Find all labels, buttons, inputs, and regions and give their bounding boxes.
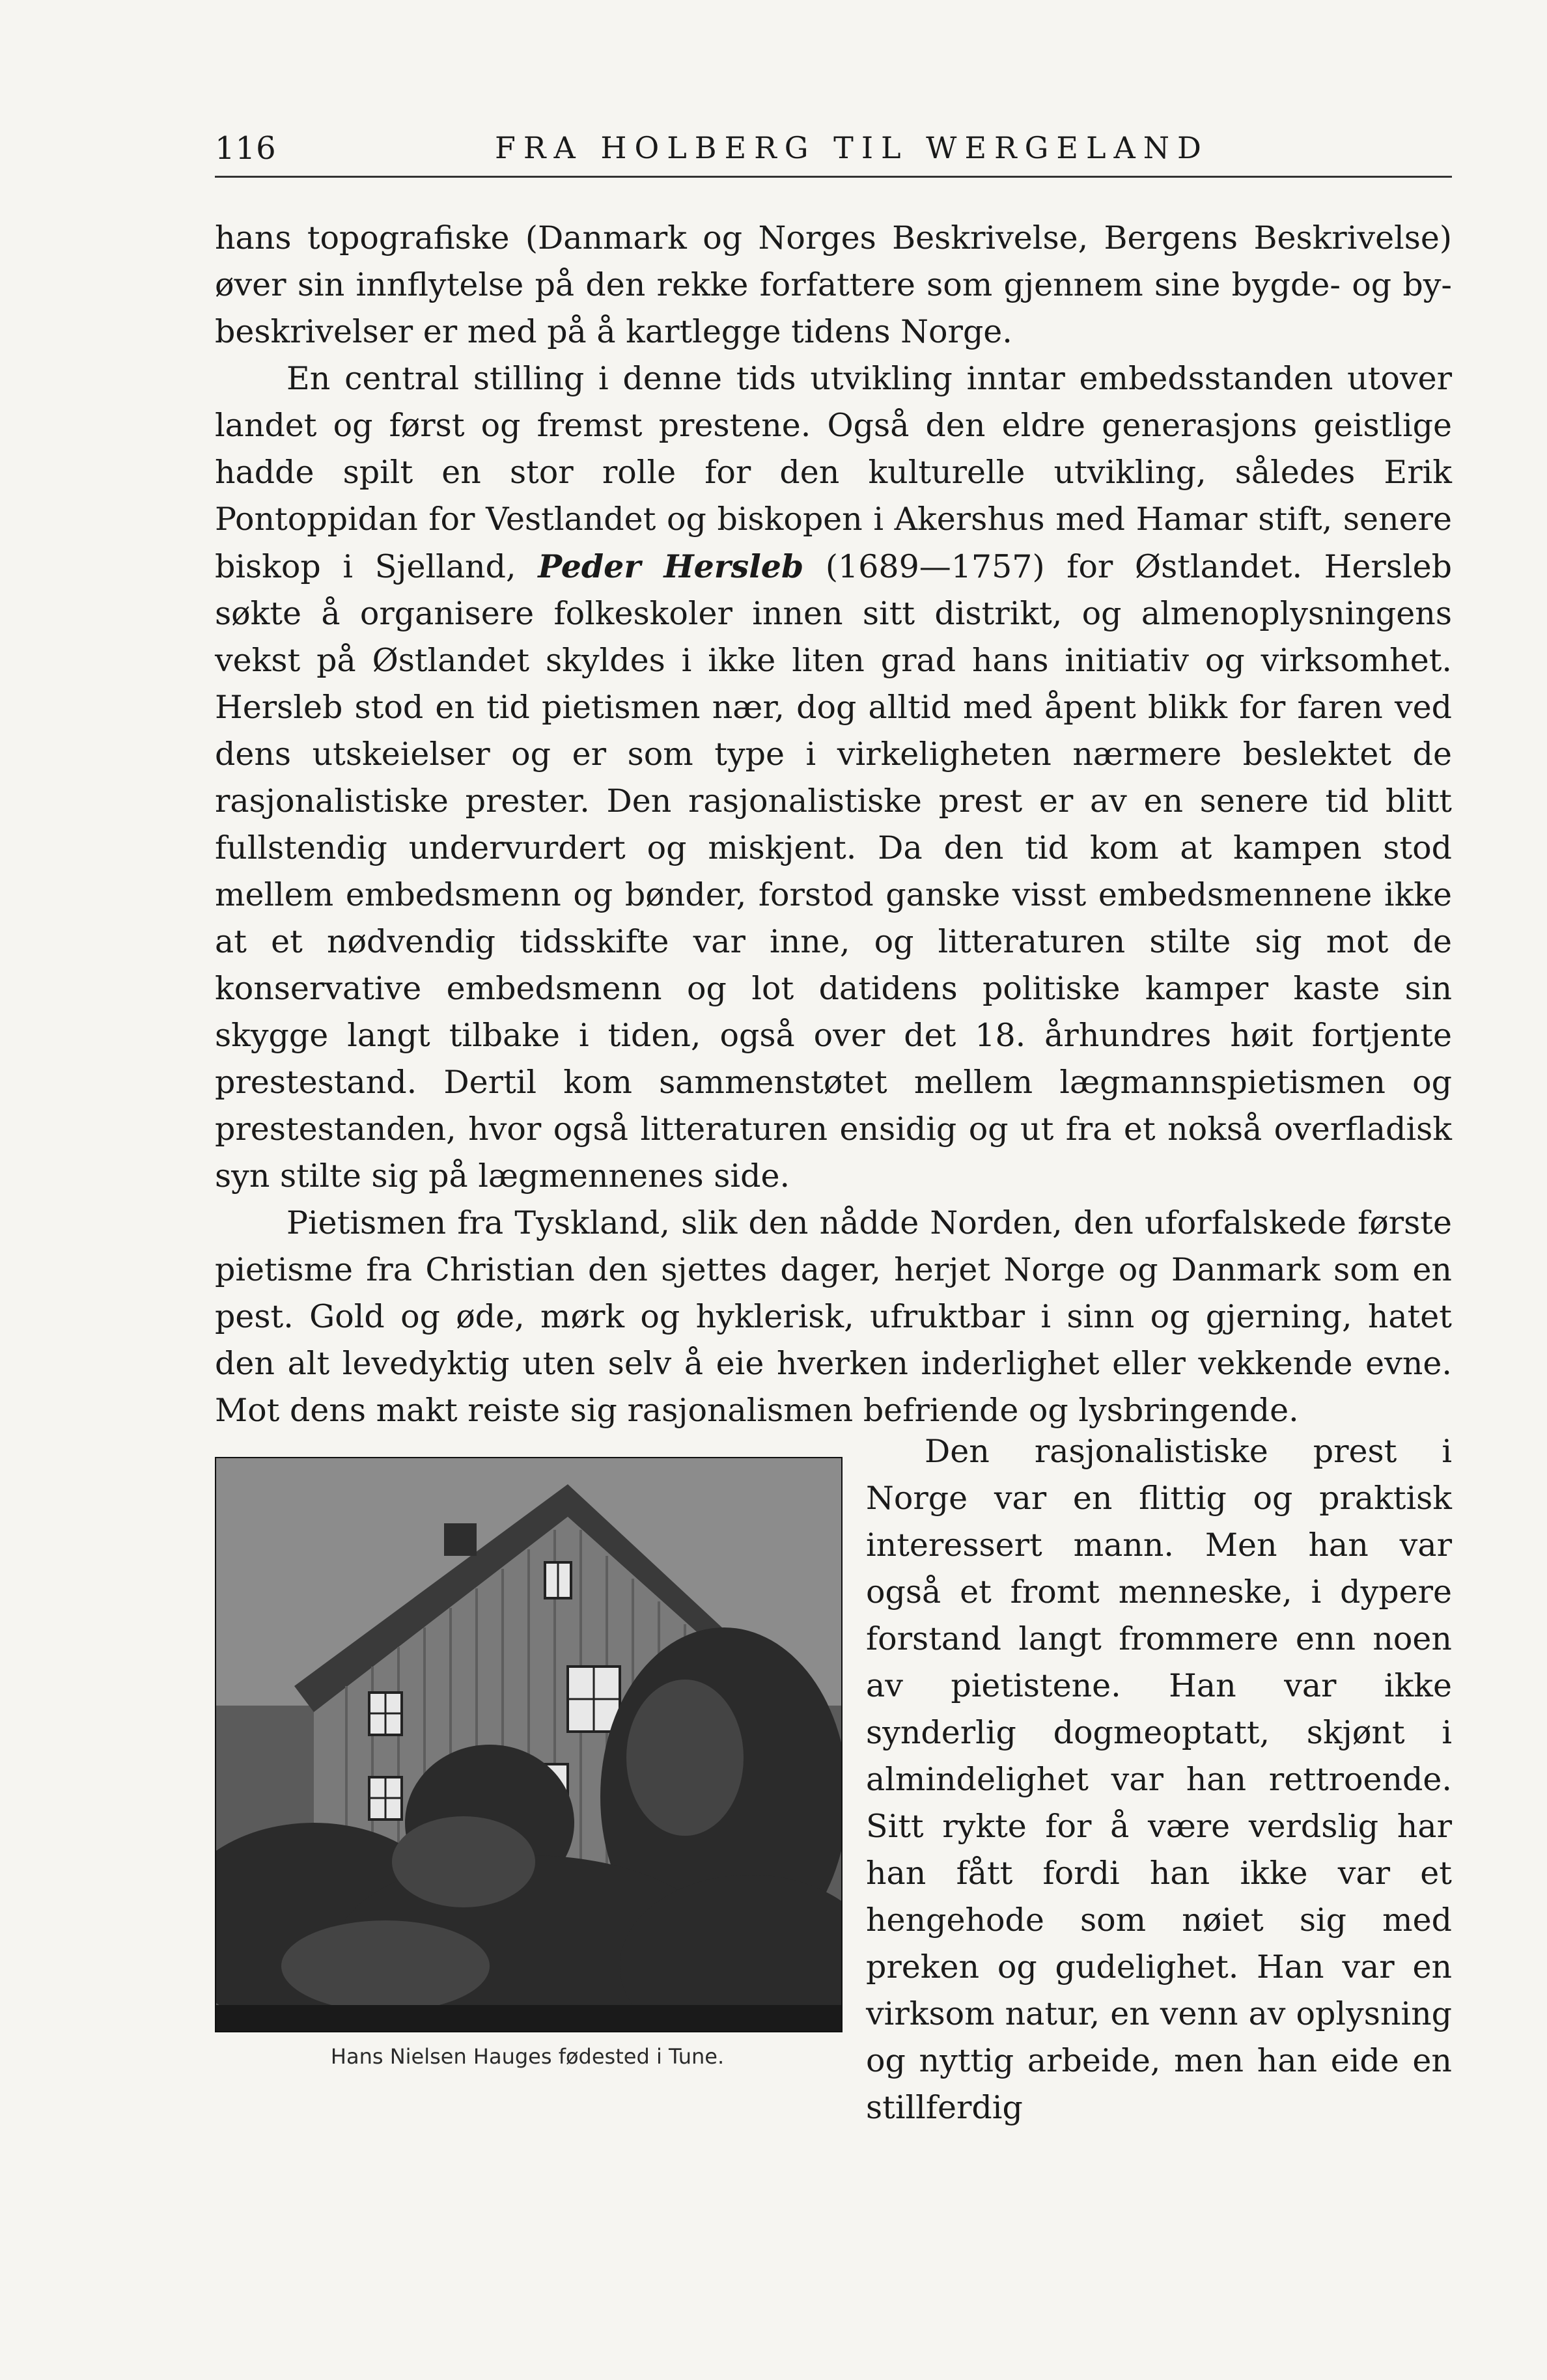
paragraph-2-start: En central stilling i denne tids utvikling inntar embedsstanden utover landet og først og fremst prestene. Også den eldre generasjons geistlige hadde spilt en stor rolle for den kulturelle utvikling, således Erik Pontoppidan for Vestlandet og biskopen i Akershus med Hamar stift, senere biskop i Sjelland, — [215, 360, 1452, 585]
running-title: FRA HOLBERG TIL WERGELAND — [495, 130, 1209, 165]
house-photo-illustration — [216, 1458, 841, 2031]
side-column-text — [866, 1428, 1452, 2131]
house-photo — [215, 1457, 843, 2032]
paragraph-3: Pietismen fra Tyskland, slik den nådde Norden, den uforfalskede første pietisme fra Christian den sjettes dager, herjet Norge og Danmark som en pest. Gold og øde, mørk og hyklerisk, ufruktbar i sinn og gjerning, hatet den alt levedyktig uten selv å eie hverken inderlighet eller vekkende evne. Mot dens makt reiste sig rasjonalismen befriende og lysbringende. — [215, 1204, 1452, 1429]
figure-caption: Hans Nielsen Hauges fødested i Tune. — [330, 2044, 725, 2069]
paragraph-4: Den rasjonalistiske prest i Norge var en flittig og praktisk interessert mann. Men han var også et fromt menneske, i dypere forstand langt frommere enn noen av pietistene. Han var ikke synderlig dogmeoptatt, skjønt i almindelighet var han rettroende. Sitt rykte for å være verdslig har han fått fordi han ikke var et hengehode som nøiet sig med preken og gudelighet. Han var en virksom natur, en venn av oplysning og nyttig arbeide, men han eide en stillferdig — [866, 1433, 1452, 2126]
lower-section — [215, 1428, 1452, 2126]
paragraph-2 — [215, 355, 1452, 1200]
paragraph-2-end: (1689—1757) for Østlandet. Hersleb søkte å organisere folkeskoler innen sitt distrikt, og almenoplysningens vekst på Østlandet skyldes i ikke liten grad hans initiativ og virksomhet. Hersleb stod en tid pietismen nær, dog alltid med åpent blikk for faren ved dens utskeielser og er som type i virkeligheten nærmere beslektet de rasjonalistiske prester. Den rasjonalistiske prest er av en senere tid blitt fullstendig undervurdert og miskjent. Da den tid kom at kampen stod mellem embedsmenn og bønder, forstod ganske visst embedsmennene ikke at et nødvendig tidsskifte var inne, og litteraturen stilte sig mot de konservative embedsmenn og lot datidens politiske kamper kaste sin skygge langt tilbake i tiden, også over det 18. århundres høit fortjente prestestand. Dertil kom sammenstøtet mellem lægmannspietismen og prestestanden, hvor også litteraturen ensidig og ut fra et nokså overfladisk syn stilte sig på lægmennenes side. — [215, 548, 1453, 1195]
main-text — [215, 215, 1452, 1434]
running-head — [215, 124, 1452, 178]
figure — [215, 1457, 840, 2069]
page-number: 116 — [215, 130, 277, 167]
paragraph-1: hans topografiske (Danmark og Norges Beskrivelse, Bergens Beskrivelse) øver sin innflytelse på den rekke forfattere som gjennem sine bygde- og by-beskrivelser er med på å kartlegge tidens Norge. — [215, 219, 1452, 350]
person-name: Peder Hersleb — [538, 547, 804, 585]
